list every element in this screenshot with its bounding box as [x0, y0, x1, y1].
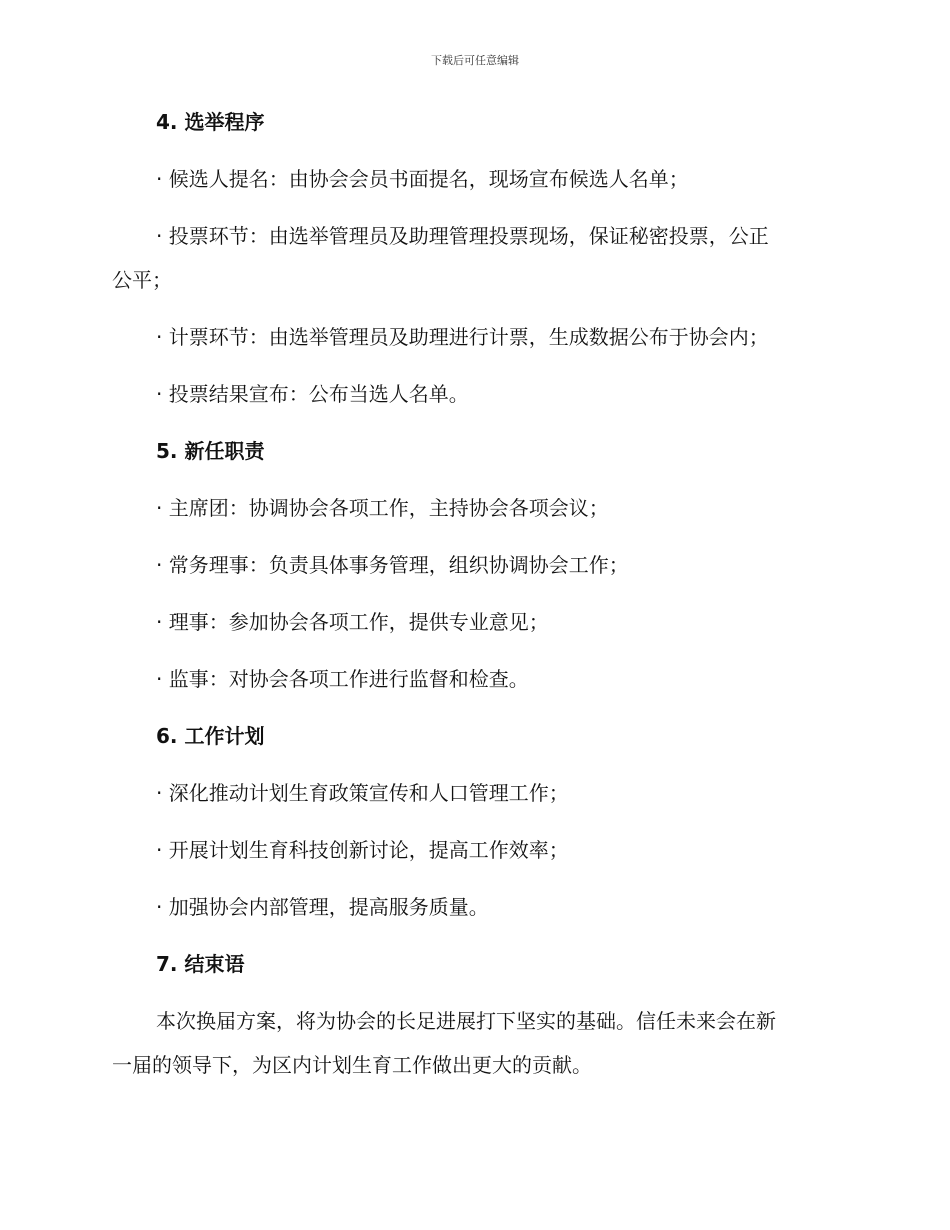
list-item: · 加强协会内部管理，提高服务质量。 — [156, 895, 489, 919]
list-item: · 主席团：协调协会各项工作，主持协会各项会议； — [156, 496, 609, 520]
list-item: · 常务理事：负责具体事务管理，组织协调协会工作； — [156, 553, 629, 577]
section-heading-election-procedure: 4. 选举程序 — [156, 110, 265, 134]
list-item: · 投票结果宣布：公布当选人名单。 — [156, 382, 469, 406]
section-heading-work-plan: 6. 工作计划 — [156, 724, 265, 748]
list-item: · 开展计划生育科技创新讨论，提高工作效率； — [156, 838, 569, 862]
section-heading-new-duties: 5. 新任职责 — [156, 439, 265, 463]
paragraph-line: 本次换届方案，将为协会的长足进展打下坚实的基础。信任未来会在新 — [156, 1009, 776, 1033]
list-item: · 监事：对协会各项工作进行监督和检查。 — [156, 667, 529, 691]
list-item: · 深化推动计划生育政策宣传和人口管理工作； — [156, 781, 569, 805]
list-item: · 投票环节：由选举管理员及助理管理投票现场，保证秘密投票，公正 — [156, 224, 769, 248]
list-item: · 理事：参加协会各项工作，提供专业意见； — [156, 610, 549, 634]
list-item-continuation: 公平； — [112, 268, 172, 292]
section-heading-conclusion: 7. 结束语 — [156, 952, 245, 976]
list-item: · 计票环节：由选举管理员及助理进行计票，生成数据公布于协会内； — [156, 325, 769, 349]
page-header-note: 下载后可任意编辑 — [431, 54, 519, 67]
document-body — [112, 108, 832, 1079]
list-item: · 候选人提名：由协会会员书面提名，现场宣布候选人名单； — [156, 167, 689, 191]
paragraph-line: 一届的领导下，为区内计划生育工作做出更大的贡献。 — [112, 1053, 592, 1077]
